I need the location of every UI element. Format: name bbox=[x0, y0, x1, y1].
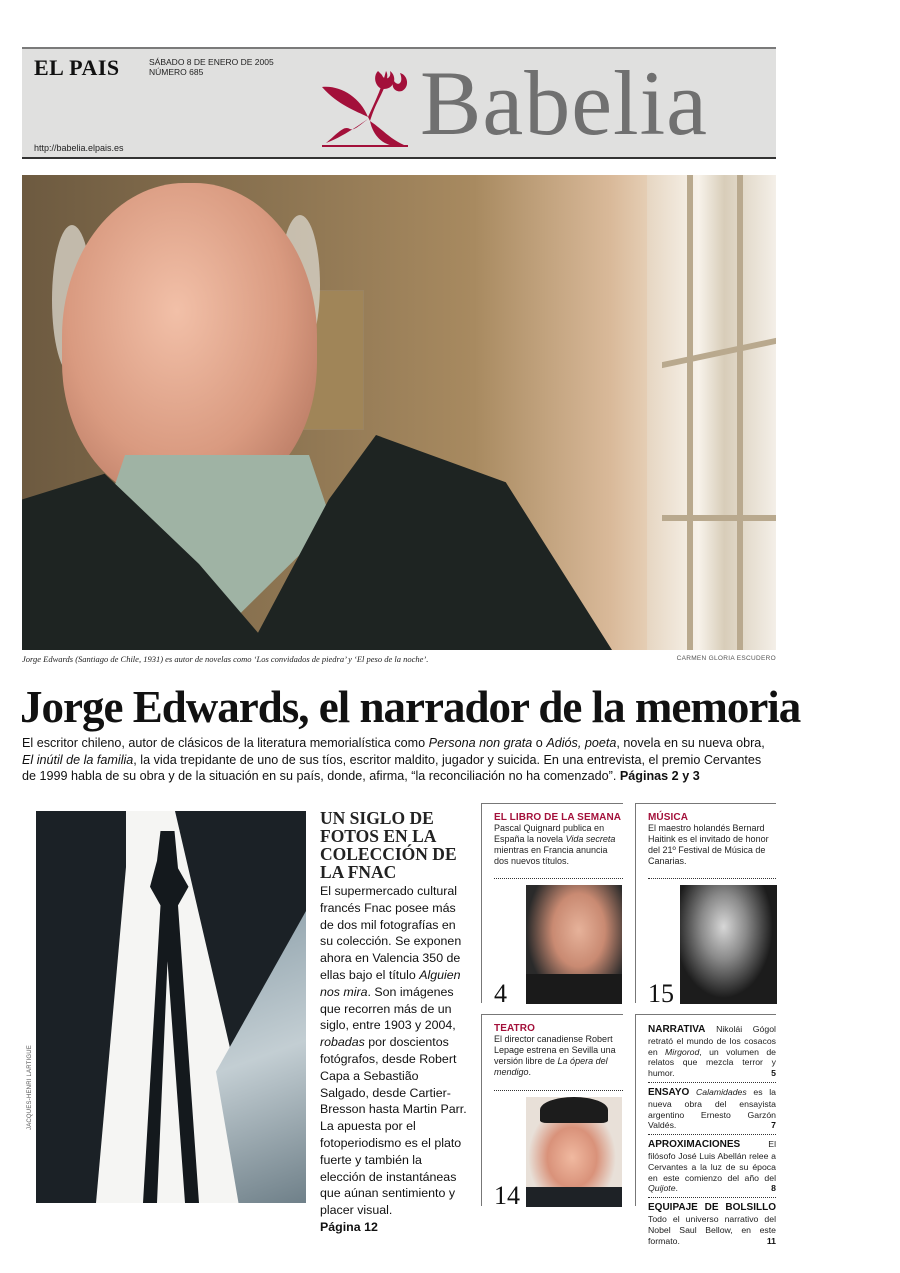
deck-title: El inútil de la familia bbox=[22, 752, 134, 767]
text: . bbox=[675, 1183, 678, 1194]
text: El filósofo José Luis Abellán relee a Cervantes a la luz de su época en este comienzo del año del bbox=[648, 1139, 776, 1183]
list-item-aproximaciones[interactable] bbox=[648, 1139, 776, 1198]
page-number: 11 bbox=[766, 1235, 776, 1246]
body-text: por doscientos fotógrafos, desde Robert Capa a Sebastião Salgado, desde Cartier-Bresson hasta Martin Parr. La apuesta por el fotoperiodismo es el plato fuerte y también la elección de instantáneas que aúnan sentimiento y placer visual. bbox=[320, 1035, 467, 1218]
box-text bbox=[494, 1034, 624, 1078]
lead-deck bbox=[22, 735, 778, 785]
page-number: 8 bbox=[771, 1183, 776, 1194]
text bbox=[689, 1087, 696, 1097]
page-number: 5 bbox=[771, 1068, 776, 1079]
text: El director canadiense Robert Lepage estrena en Sevilla una versión libre de bbox=[494, 1034, 616, 1066]
body-title: Alguien nos mira bbox=[320, 967, 461, 999]
window bbox=[647, 175, 776, 650]
section-label: ENSAYO bbox=[648, 1086, 690, 1098]
issue-info bbox=[149, 57, 274, 77]
book-title: Vida secreta bbox=[565, 834, 616, 844]
photo-cap bbox=[540, 1097, 608, 1123]
hero-photo-credit: CARMEN GLORIA ESCUDERO bbox=[676, 655, 776, 662]
play-title: La ópera del mendigo bbox=[494, 1056, 608, 1077]
book-title: Mirgorod bbox=[665, 1046, 700, 1057]
haitink-photo bbox=[680, 885, 777, 1004]
deck-text: , novela en su nueva obra, bbox=[616, 736, 765, 750]
text: es la nueva obra del ensayista argentino Ernesto Garzón Valdés. bbox=[648, 1086, 776, 1131]
section-label: NARRATIVA bbox=[648, 1024, 706, 1035]
fnac-headline[interactable]: UN SIGLO DE FOTOS EN LA COLECCIÓN DE LA FNAC bbox=[320, 808, 457, 882]
deck-title: Adiós, poeta bbox=[546, 736, 617, 750]
window-mullion bbox=[662, 515, 776, 521]
list-item-ensayo[interactable] bbox=[648, 1087, 776, 1135]
box-label: EL LIBRO DE LA SEMANA bbox=[494, 812, 622, 823]
fnac-body bbox=[320, 883, 470, 1236]
hero-photo bbox=[22, 175, 776, 650]
book-title: Quijote bbox=[648, 1183, 676, 1194]
body-text: El supermercado cultural francés Fnac posee más de dos mil fotografías en su colección. Se exponen ahora en Valencia 350 de ellas bajo el título bbox=[320, 884, 462, 982]
newspaper-name: EL PAIS bbox=[34, 55, 120, 80]
deck-text: , la vida trepidante de uno de sus tíos, escritor maldito, jugador y suicida. En una entrevista, el premio Cervantes de 1999 habla de su obra y de la situación en su país, donde, afirma, “la reconciliación no ha comenzado”. bbox=[22, 752, 762, 783]
issue-number: NÚMERO 685 bbox=[149, 67, 204, 77]
page-number: 4 bbox=[494, 979, 507, 1008]
box-musica[interactable] bbox=[635, 803, 776, 1008]
body-text: . Son imágenes que recorren más de un siglo, entre 1903 y 2004, bbox=[320, 984, 456, 1033]
lepage-photo bbox=[526, 1097, 622, 1207]
fnac-photo-credit: JACQUES-HENRI LARTIGUE bbox=[27, 1045, 33, 1130]
dotted-divider bbox=[494, 878, 623, 879]
section-label: EQUIPAJE DE BOLSILLO bbox=[648, 1202, 776, 1214]
list-item-narrativa[interactable] bbox=[648, 1024, 776, 1083]
dotted-divider bbox=[648, 878, 776, 879]
box-libro-semana[interactable] bbox=[481, 803, 623, 1008]
deck-text: o bbox=[532, 736, 547, 750]
fnac-page-ref[interactable]: Página 12 bbox=[320, 1219, 378, 1234]
page-number: 15 bbox=[648, 979, 674, 1008]
supplement-title: Babelia bbox=[420, 52, 708, 154]
text: Pascal Quignard publica en España la novela bbox=[494, 823, 605, 844]
text: Nikolái Gógol retrató el mundo de los cosacos en bbox=[648, 1024, 776, 1057]
masthead bbox=[22, 47, 776, 159]
fnac-photo bbox=[36, 811, 306, 1203]
box-label: TEATRO bbox=[494, 1023, 535, 1034]
box-section-list bbox=[635, 1014, 776, 1246]
lead-page-ref[interactable]: Páginas 2 y 3 bbox=[619, 769, 700, 783]
text: , un volumen de relatos que mezcla terror y humor. bbox=[648, 1046, 776, 1079]
photo-clothing bbox=[526, 1187, 622, 1207]
lead-headline[interactable]: Jorge Edwards, el narrador de la memoria bbox=[20, 682, 801, 732]
section-label: APROXIMACIONES bbox=[648, 1139, 741, 1151]
issue-date: SÁBADO 8 DE ENERO DE 2005 bbox=[149, 57, 274, 67]
box-teatro[interactable] bbox=[481, 1014, 623, 1210]
site-url[interactable]: http://babelia.elpais.es bbox=[34, 143, 124, 153]
box-text: El maestro holandés Bernard Haitink es el invitado de honor del 21º Festival de Música de Canarias. bbox=[648, 823, 769, 866]
deck-text: El escritor chileno, autor de clásicos de la literatura memorialística como bbox=[22, 736, 429, 750]
quignard-photo bbox=[526, 885, 622, 1004]
list-item-equipaje-de-bolsillo[interactable] bbox=[648, 1202, 776, 1249]
dotted-divider bbox=[494, 1090, 623, 1091]
window-mullion bbox=[687, 175, 693, 650]
box-label: MÚSICA bbox=[648, 812, 689, 823]
book-title: Calamidades bbox=[696, 1086, 747, 1097]
window-mullion bbox=[737, 175, 743, 650]
page-number: 14 bbox=[494, 1181, 520, 1210]
box-text bbox=[494, 823, 624, 867]
body-emphasis: robadas bbox=[320, 1035, 365, 1050]
babelia-flower-logo-icon bbox=[320, 67, 412, 151]
hero-caption: Jorge Edwards (Santiago de Chile, 1931) es autor de novelas como ‘Los convidados de piedra’ y ‘El peso de la noche’. bbox=[22, 654, 429, 664]
text: Todo el universo narrativo del Nobel Saul Bellow, en este formato. bbox=[648, 1213, 776, 1246]
text: mientras en Francia anuncia dos nuevos títulos. bbox=[494, 845, 608, 866]
text: . bbox=[528, 1067, 532, 1077]
page-number: 7 bbox=[771, 1120, 776, 1131]
photo-clothing bbox=[526, 974, 622, 1004]
deck-title: Persona non grata bbox=[428, 736, 533, 750]
